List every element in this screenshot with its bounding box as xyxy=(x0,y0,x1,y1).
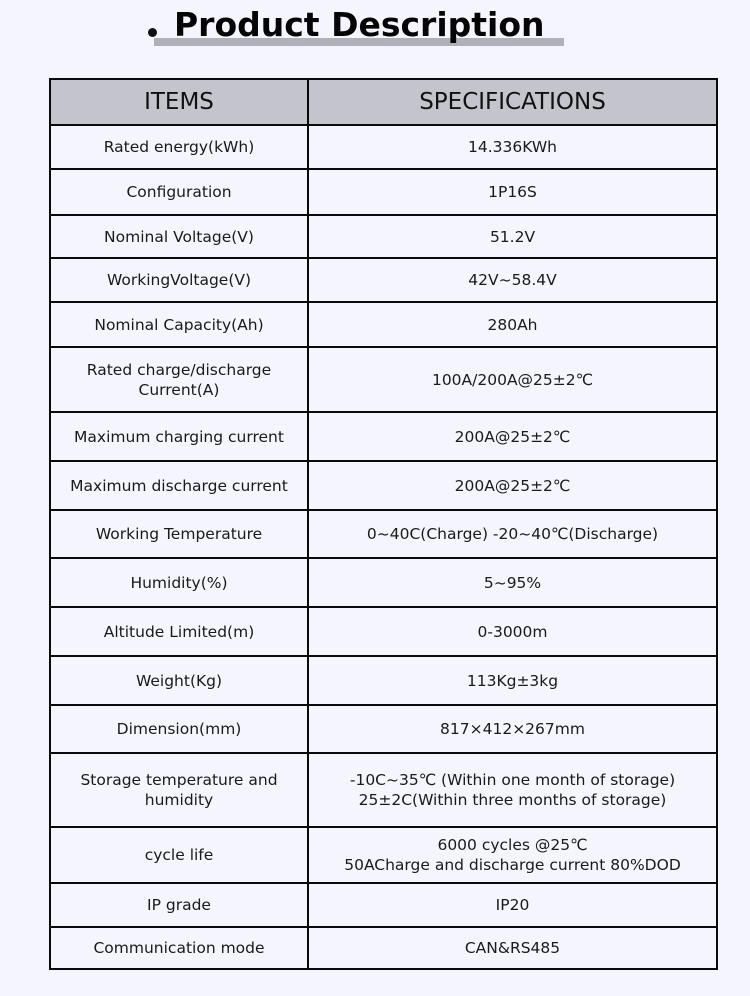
table-body xyxy=(50,125,717,969)
item-label: Rated energy(kWh) xyxy=(103,138,255,156)
item-cell xyxy=(50,607,308,656)
item-label: Current(A) xyxy=(138,380,220,399)
item-label: Altitude Limited(m) xyxy=(103,622,255,641)
table-row xyxy=(50,412,717,461)
spec-cell xyxy=(308,753,717,827)
spec-value: 817×412×267mm xyxy=(440,720,585,738)
table-row xyxy=(50,705,717,753)
item-label: Maximum charging current xyxy=(74,427,284,446)
spec-cell xyxy=(308,215,717,258)
spec-cell xyxy=(308,656,717,705)
spec-value: 100A/200A@25±2℃ xyxy=(431,370,594,389)
spec-value: 200A@25±2℃ xyxy=(454,476,571,495)
spec-value: 42V~58.4V xyxy=(468,271,557,289)
table-row xyxy=(50,927,717,969)
item-cell xyxy=(50,827,308,883)
spec-value: 14.336KWh xyxy=(468,138,557,156)
item-label: Weight(Kg) xyxy=(135,671,223,690)
spec-value: 1P16S xyxy=(488,183,537,201)
spec-cell xyxy=(308,827,717,883)
item-cell xyxy=(50,927,308,969)
table-row xyxy=(50,827,717,883)
spec-table xyxy=(49,78,718,970)
item-label: Configuration xyxy=(126,183,232,201)
spec-cell xyxy=(308,558,717,607)
table-row xyxy=(50,302,717,347)
spec-cell xyxy=(308,125,717,169)
spec-cell xyxy=(308,258,717,302)
item-label: Maximum discharge current xyxy=(70,476,288,495)
spec-value: 51.2V xyxy=(489,227,536,246)
spec-value: IP20 xyxy=(495,896,530,914)
item-cell xyxy=(50,656,308,705)
spec-value: 5~95% xyxy=(483,573,542,592)
table-row xyxy=(50,258,717,302)
table-row xyxy=(50,169,717,215)
item-cell xyxy=(50,215,308,258)
spec-value: 280Ah xyxy=(487,315,538,334)
spec-cell xyxy=(308,302,717,347)
item-label: IP grade xyxy=(147,896,211,914)
spec-value: 0~40C(Charge) -20~40℃(Discharge) xyxy=(366,525,659,543)
item-cell xyxy=(50,125,308,169)
table-row xyxy=(50,215,717,258)
spec-value: 200A@25±2℃ xyxy=(454,427,571,446)
table-row xyxy=(50,656,717,705)
item-label: Working Temperature xyxy=(95,525,263,543)
header-items: ITEMS xyxy=(50,79,308,125)
spec-cell xyxy=(308,607,717,656)
item-cell xyxy=(50,883,308,927)
item-cell xyxy=(50,347,308,412)
page-title-block xyxy=(146,2,566,48)
header-specifications: SPECIFICATIONS xyxy=(308,79,717,125)
spec-cell xyxy=(308,883,717,927)
item-label: Communication mode xyxy=(93,939,265,957)
spec-value: -10C~35℃ (Within one month of storage) xyxy=(349,771,676,789)
page-title: Product Description xyxy=(174,5,545,44)
spec-cell xyxy=(308,461,717,510)
spec-cell xyxy=(308,169,717,215)
bullet-icon xyxy=(148,28,157,37)
table-row xyxy=(50,753,717,827)
item-cell xyxy=(50,753,308,827)
item-cell xyxy=(50,302,308,347)
table-row xyxy=(50,125,717,169)
item-label: Humidity(%) xyxy=(130,573,228,592)
table-row xyxy=(50,883,717,927)
table-row xyxy=(50,461,717,510)
spec-cell xyxy=(308,412,717,461)
table-row xyxy=(50,347,717,412)
spec-cell xyxy=(308,347,717,412)
spec-value: 50ACharge and discharge current 80%DOD xyxy=(344,856,681,874)
spec-cell xyxy=(308,510,717,558)
item-cell xyxy=(50,510,308,558)
item-label: Nominal Voltage(V) xyxy=(104,227,254,246)
item-cell xyxy=(50,412,308,461)
spec-value: CAN&RS485 xyxy=(464,939,561,957)
item-label: Rated charge/discharge xyxy=(86,360,272,379)
spec-value: 6000 cycles @25℃ xyxy=(437,836,588,854)
spec-cell xyxy=(308,705,717,753)
item-cell xyxy=(50,258,308,302)
table-row xyxy=(50,558,717,607)
item-cell xyxy=(50,705,308,753)
item-cell xyxy=(50,461,308,510)
item-label: cycle life xyxy=(144,846,214,864)
item-cell xyxy=(50,558,308,607)
item-label: Storage temperature and xyxy=(80,771,278,789)
item-label: Nominal Capacity(Ah) xyxy=(94,315,264,334)
table-row xyxy=(50,510,717,558)
item-label: Dimension(mm) xyxy=(116,720,242,738)
table-header-row xyxy=(50,79,717,125)
spec-value: 25±2C(Within three months of storage) xyxy=(358,791,667,809)
table-row xyxy=(50,607,717,656)
spec-value: 113Kg±3kg xyxy=(466,671,559,690)
spec-cell xyxy=(308,927,717,969)
item-cell xyxy=(50,169,308,215)
item-label: humidity xyxy=(144,791,214,809)
spec-value: 0-3000m xyxy=(477,622,548,641)
item-label: WorkingVoltage(V) xyxy=(106,271,252,289)
